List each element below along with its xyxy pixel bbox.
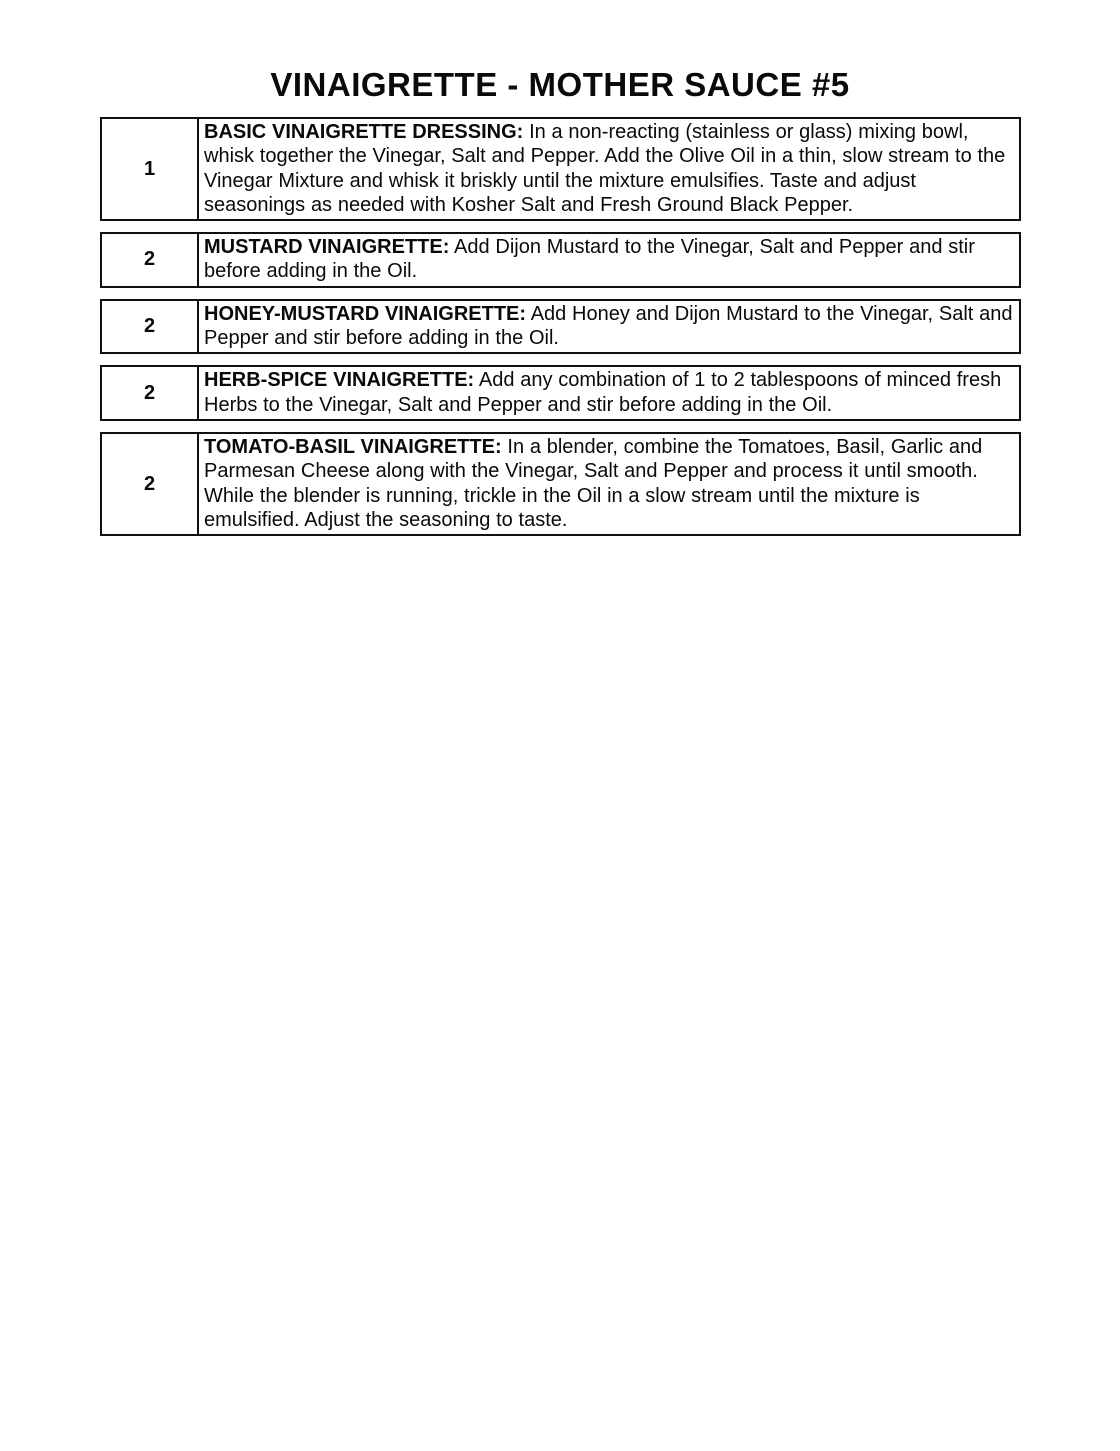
recipe-row-herb-spice-vinaigrette: [100, 365, 1021, 421]
recipe-description: Add any combination of 1 to 2 tablespoons of minced fresh Herbs to the Vinegar, Salt and Pepper and stir before adding in the Oil.: [204, 369, 1002, 416]
recipe-description: In a non-reacting (stainless or glass) mixing bowl, whisk together the Vinegar, Salt and Pepper. Add the Olive Oil in a thin, slow stream to the Vinegar Mixture and whisk it briskly until the mixture emulsifies. Taste and adjust seasonings as needed with Kosher Salt and Fresh Ground Black Pepper.: [204, 121, 1006, 216]
recipe-heading: MUSTARD VINAIGRETTE:: [204, 236, 450, 259]
recipe-description: Add Honey and Dijon Mustard to the Vinegar, Salt and Pepper and stir before adding in the Oil.: [204, 302, 1013, 350]
recipe-row-mustard-vinaigrette: [100, 232, 1021, 288]
recipe-description-cell: [199, 367, 1019, 419]
recipe-heading: TOMATO-BASIL VINAIGRETTE:: [204, 435, 502, 458]
step-number-cell: 2: [102, 301, 199, 353]
page-title: VINAIGRETTE - MOTHER SAUCE #5: [270, 66, 850, 103]
step-number-cell: 1: [102, 119, 199, 219]
recipe-description: Add Dijon Mustard to the Vinegar, Salt and Pepper and stir before adding in the Oil.: [204, 236, 975, 283]
step-number-cell: 2: [102, 234, 199, 286]
recipe-description: In a blender, combine the Tomatoes, Basil, Garlic and Parmesan Cheese along with the Vinegar, Salt and Pepper and process it until smooth. While the blender is running, trickle in the Oil in a slow stream until the mixture is emulsified. Adjust the seasoning to taste.: [204, 435, 983, 531]
recipe-description-cell: [199, 234, 1019, 286]
recipe-description-cell: [199, 301, 1019, 353]
step-number-cell: 2: [102, 434, 199, 534]
recipe-heading: HONEY-MUSTARD VINAIGRETTE:: [204, 302, 527, 325]
recipe-heading: BASIC VINAIGRETTE DRESSING:: [204, 121, 524, 143]
recipe-heading: HERB-SPICE VINAIGRETTE:: [204, 369, 475, 392]
recipe-description-cell: [199, 434, 1019, 534]
recipe-row-basic-vinaigrette: [100, 117, 1021, 221]
recipe-row-honey-mustard-vinaigrette: [100, 299, 1021, 355]
recipe-description-cell: [199, 119, 1019, 219]
recipe-row-tomato-basil-vinaigrette: [100, 432, 1021, 536]
step-number-cell: 2: [102, 367, 199, 419]
recipe-table: [100, 117, 1021, 536]
